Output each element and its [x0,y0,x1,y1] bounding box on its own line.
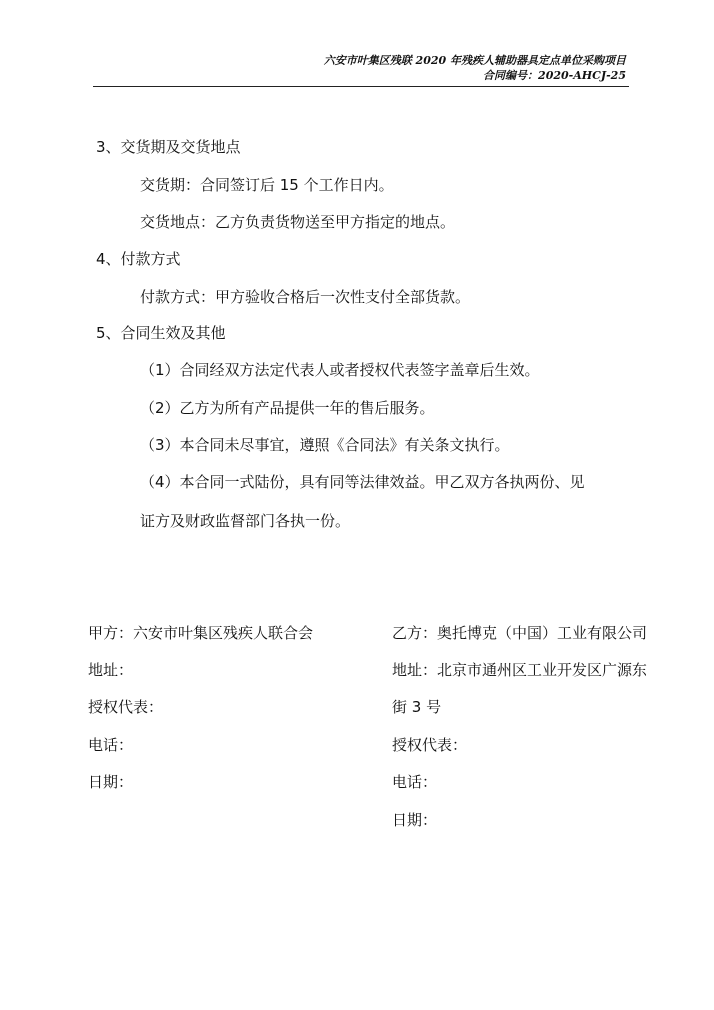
effect-item: （3）本合同未尽事宜，遵照《合同法》有关条文执行。 [140,436,510,454]
party-a-date: 日期： [88,773,134,791]
party-b-date: 日期： [392,811,438,829]
section-heading-delivery: 3、交货期及交货地点 [96,138,241,156]
effect-item: （2）乙方为所有产品提供一年的售后服务。 [140,399,435,417]
party-b-address-continued: 街 3 号 [392,698,442,716]
party-b-phone: 电话： [392,773,438,791]
payment-method: 付款方式：甲方验收合格后一次性支付全部货款。 [140,288,471,306]
party-a-phone: 电话： [88,736,134,754]
header-project-title: 六安市叶集区残联 2020 年残疾人辅助器具定点单位采购项目 [323,54,626,67]
effect-item-continued: 证方及财政监督部门各执一份。 [140,512,351,530]
party-b-name: 乙方：奥托博克（中国）工业有限公司 [392,624,648,642]
effect-item: （4）本合同一式陆份，具有同等法律效益。甲乙双方各执两份、见 [140,473,585,491]
party-a-representative: 授权代表： [88,698,164,716]
header-divider [93,86,629,87]
section-heading-effect: 5、合同生效及其他 [96,324,226,342]
delivery-location: 交货地点：乙方负责货物送至甲方指定的地点。 [140,213,456,231]
section-heading-payment: 4、付款方式 [96,250,181,268]
delivery-period: 交货期：合同签订后 15 个工作日内。 [140,176,394,194]
party-b-representative: 授权代表： [392,736,468,754]
party-a-address: 地址： [88,661,134,679]
effect-item: （1）合同经双方法定代表人或者授权代表签字盖章后生效。 [140,361,540,379]
party-a-name: 甲方：六安市叶集区残疾人联合会 [88,624,314,642]
header-contract-number: 合同编号：2020-AHCJ-25 [483,69,626,82]
party-b-address: 地址：北京市通州区工业开发区广源东 [392,661,648,679]
